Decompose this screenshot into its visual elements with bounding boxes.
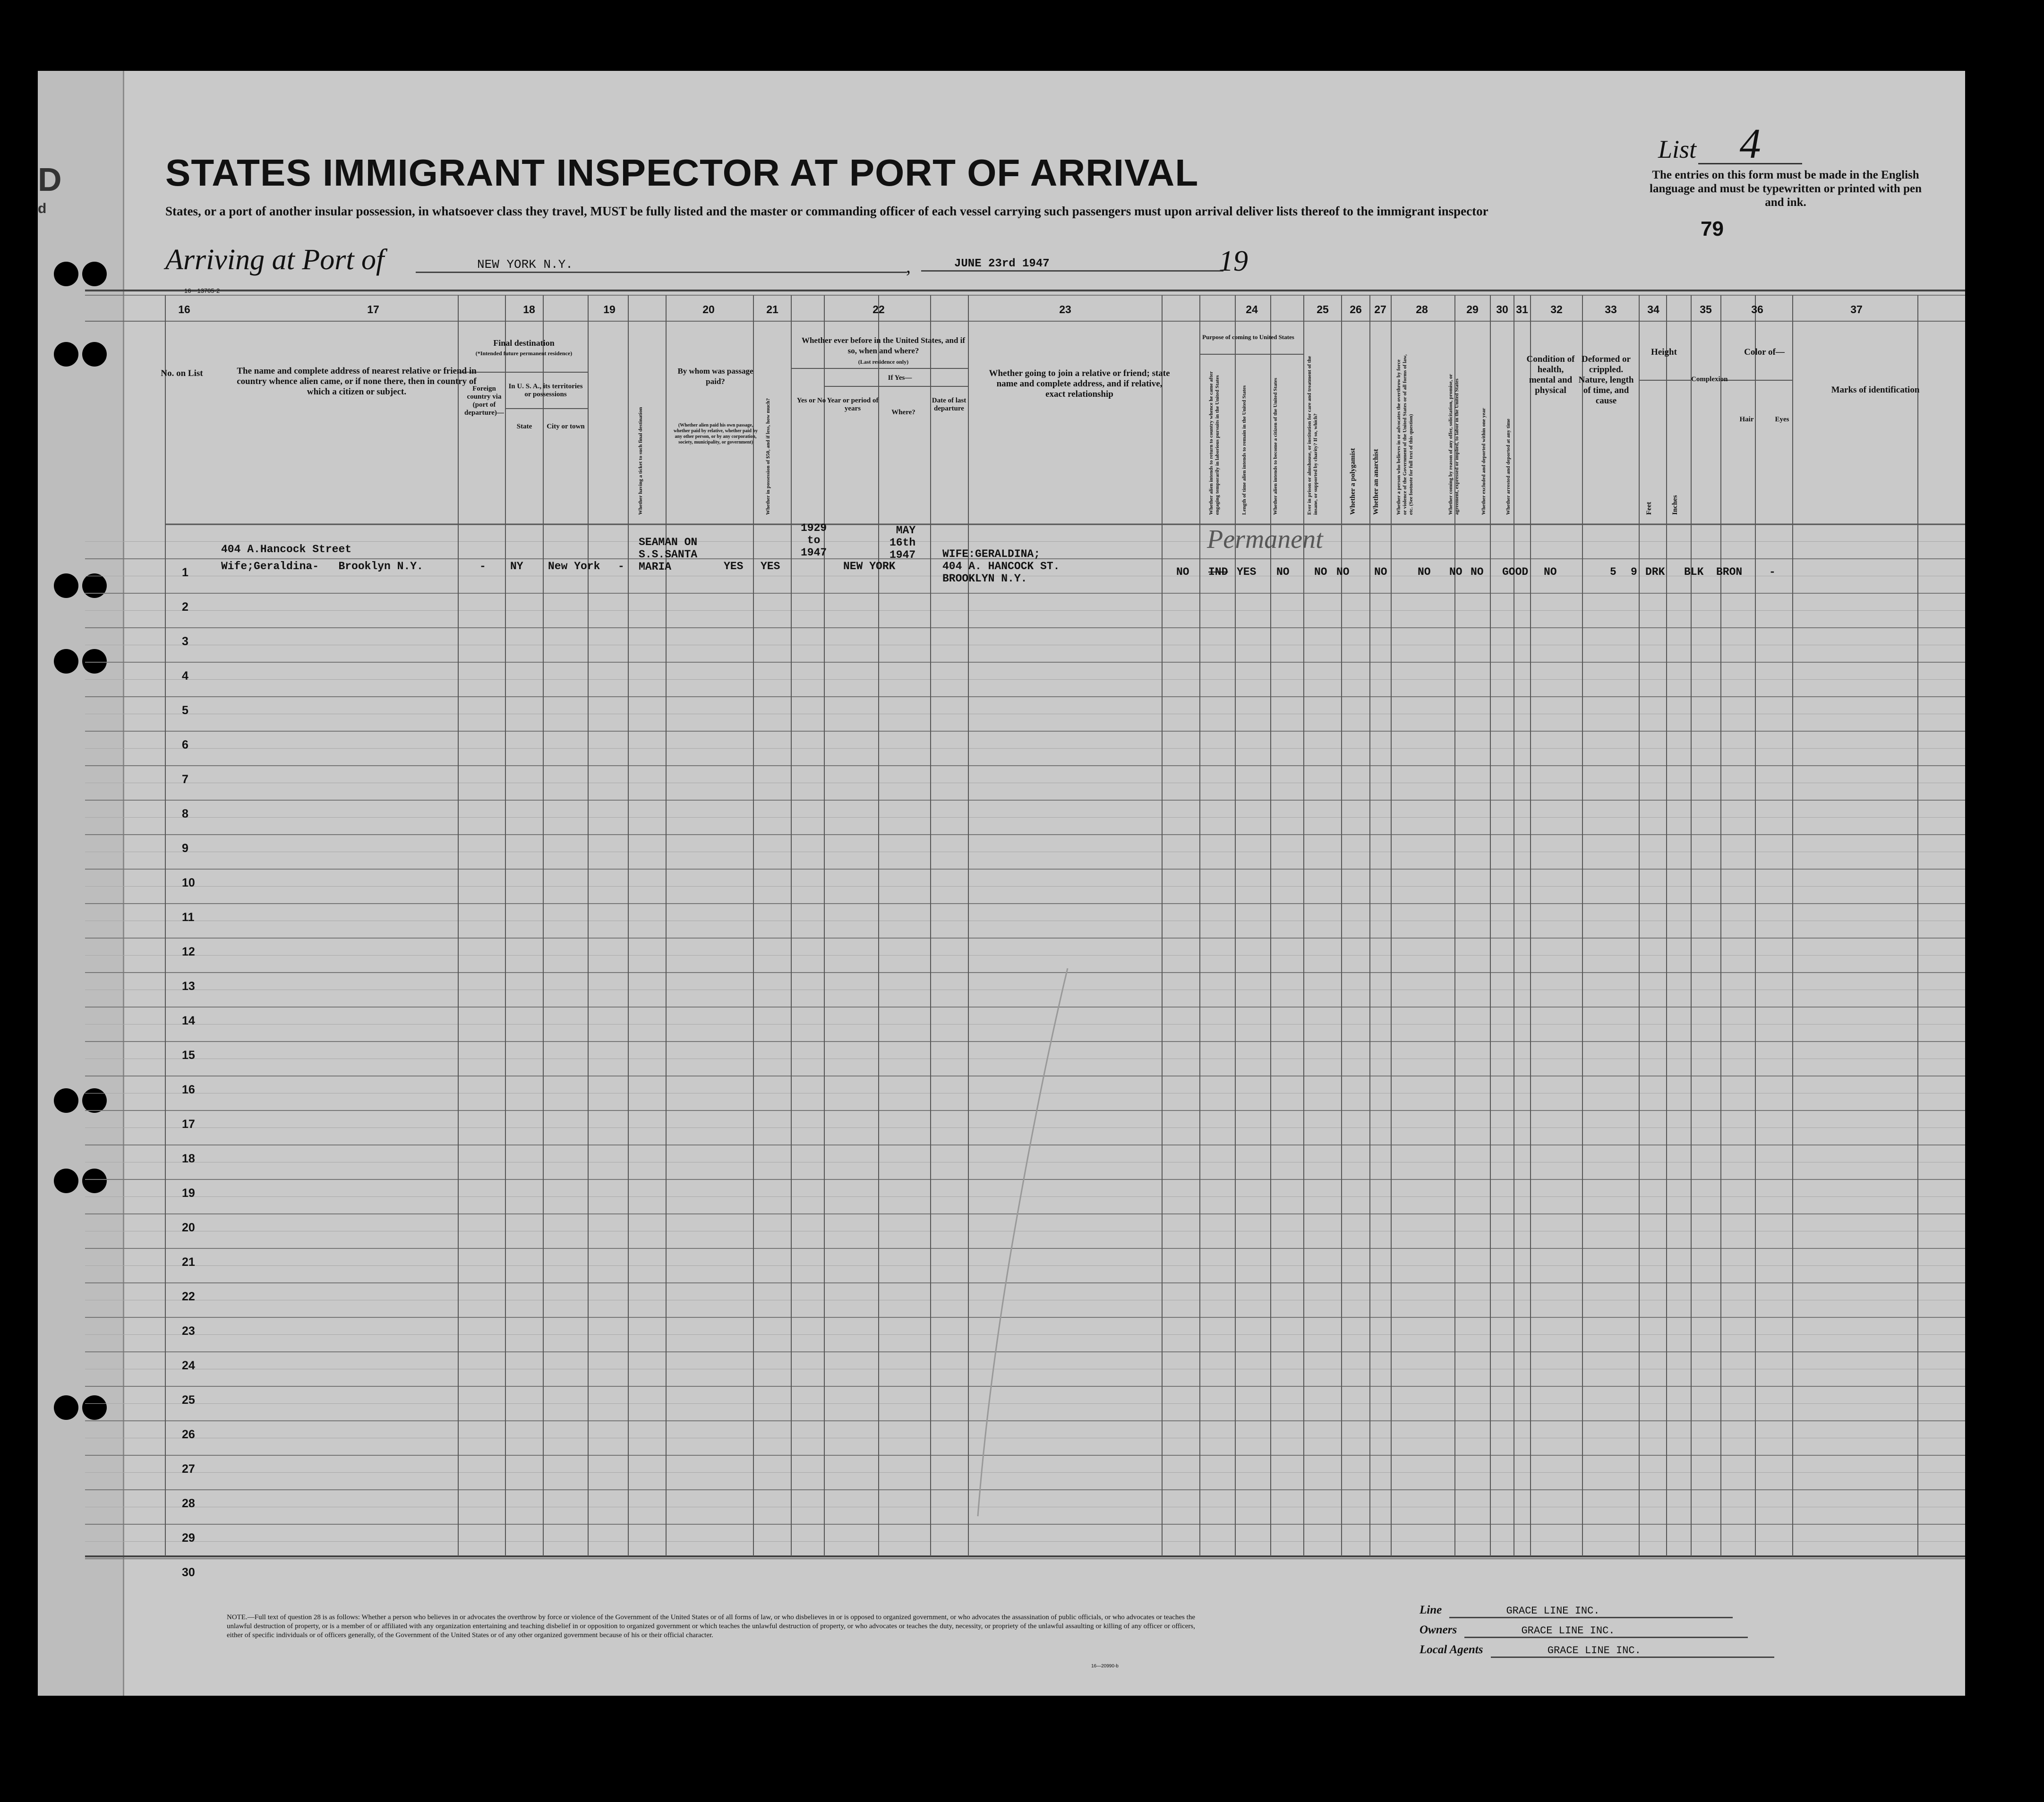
- header-color-of: Color of—: [1744, 347, 1785, 357]
- header-length-of-time: Length of time alien intends to remain in the United States: [1241, 385, 1247, 515]
- marks-value: -: [1769, 566, 1776, 578]
- header-ticket: Whether having a ticket to such final destination: [638, 407, 643, 515]
- edge-letter: D: [38, 161, 62, 198]
- edge-letter: d: [38, 201, 47, 216]
- column-number: 37: [1850, 303, 1863, 316]
- column-number: 31: [1516, 303, 1528, 316]
- punch-hole: [54, 1169, 78, 1193]
- before-us-value: YES: [761, 560, 780, 572]
- column-number: 21: [766, 303, 778, 316]
- header-passage-paid: By whom was passage paid?: [677, 367, 753, 386]
- header-final-destination-note: (*Intended future permanent residence): [475, 350, 573, 357]
- header-health: Condition of health, mental and physical: [1526, 354, 1575, 395]
- punch-hole: [82, 262, 107, 286]
- relative-address: 404 A.Hancock Street: [221, 543, 352, 555]
- header-inches: Inches: [1671, 495, 1679, 515]
- deported-value: NO: [1471, 566, 1484, 578]
- header-become-citizen: Whether alien intends to become a citizen of the United States: [1273, 377, 1278, 515]
- where-value: NEW YORK: [843, 560, 896, 572]
- form-number: 16—13705-2: [184, 287, 220, 294]
- footnote-question-28: NOTE.—Full text of question 28 is as follows: Whether a person who believes in or advocates the overthrow by force or violence of the Government of the United States or of all forms of law, or who disbelieves in or is opposed to organized government, or who advocates the assassination of public officials, or who advocates or teaches the unlawful destruction of property, or is a member of or affiliated with any organization entertaining and teaching disbelief in or opposition to organized government or which teaches the unlawful destruction of property, or who advocates or teaches the duty, necessity, or propriety of the unlawful assaulting or killing of any officer or officers, either of specific individuals or of officers generally, of the Government of the United States or of any other organized government because of his or their official character.: [227, 1614, 1195, 1639]
- column-number: 17: [367, 303, 379, 316]
- binding-holes: [54, 262, 107, 1420]
- header-hair: Hair: [1739, 416, 1754, 423]
- port-value: NEW YORK N.Y.: [416, 257, 907, 273]
- line-field: [1420, 1604, 1733, 1618]
- header-return-intent: Whether alien intends to return to country whence he came after engaging temporarily in laborious pursuits in the United States: [1208, 371, 1220, 515]
- year-prefix: 19: [1219, 245, 1248, 277]
- column-number: 23: [1059, 303, 1071, 316]
- inches-value: 9: [1631, 566, 1637, 578]
- length-of-time-value: IND: [1208, 566, 1228, 578]
- eyes-value: BRON: [1716, 566, 1743, 578]
- header-anarchist: Whether an anarchist: [1372, 449, 1380, 515]
- agents-label: Local Agents: [1420, 1643, 1483, 1656]
- punch-hole: [54, 1088, 78, 1113]
- header-prison: Ever in prison or almshouse, or institution for care and treatment of the insane, or supported by charity? If so, which?: [1307, 356, 1318, 515]
- line-value: GRACE LINE INC.: [1449, 1605, 1733, 1618]
- header-polygamist: Whether a polygamist: [1349, 448, 1357, 515]
- prison-value: NO: [1276, 566, 1290, 578]
- anarchist-value: NO: [1336, 566, 1350, 578]
- header-yes-no: Yes or No: [796, 397, 826, 404]
- punch-hole: [82, 649, 107, 674]
- punch-hole: [82, 1169, 107, 1193]
- ticket-value: -: [618, 560, 624, 572]
- column-number: 36: [1751, 303, 1763, 316]
- line-label: Line: [1420, 1604, 1442, 1616]
- header-last-residence: (Last residence only): [858, 359, 909, 365]
- overthrow-value: NO: [1374, 566, 1387, 578]
- join-relative-value: WIFE:GERALDINA; 404 A. HANCOCK ST. BROOKLYN N.Y.: [942, 548, 1060, 585]
- header-deformed: Deformed or crippled. Nature, length of time, and cause: [1578, 354, 1634, 406]
- column-number: 29: [1466, 303, 1479, 316]
- passage-value: SEAMAN ON S.S.SANTA MARIA: [639, 536, 698, 573]
- footer-code: 16—20990-b: [1091, 1664, 1119, 1669]
- form-instructions: The entries on this form must be made in the English language and must be typewritten or printed with pen and ink.: [1650, 169, 1922, 209]
- owners-field: [1420, 1623, 1748, 1638]
- header-city: City or town: [547, 423, 585, 430]
- header-nearest-relative: The name and complete address of nearest relative or friend in country whence alien came, or if none there, then in country of which a citizen or subject.: [237, 366, 477, 397]
- form-subtitle: States, or a port of another insular possession, in whatsoever class they travel, MUST be fully listed and the master or commanding officer of each vessel carrying such passengers must upon arrival deliver lists thereof to the immigrant inspector: [165, 204, 1488, 218]
- column-number: 34: [1647, 303, 1659, 316]
- excluded-value: NO: [1449, 566, 1462, 578]
- list-label: List: [1658, 135, 1697, 163]
- column-number: 27: [1374, 303, 1386, 316]
- deformed-value: NO: [1544, 566, 1557, 578]
- punch-hole: [54, 262, 78, 286]
- header-passage-note: (Whether alien paid his own passage, whether paid by relative, whether paid by any other person, or by any corporation, society, municipality, or government): [673, 423, 758, 445]
- column-number: 16: [178, 303, 190, 316]
- header-feet: Feet: [1645, 502, 1653, 515]
- column-number: 32: [1550, 303, 1563, 316]
- page-number: 79: [1701, 217, 1724, 240]
- list-number: [1658, 120, 1802, 167]
- arriving-label: Arriving at Port of: [165, 244, 385, 276]
- header-money: Whether in possession of $50, and if less, how much?: [765, 398, 771, 515]
- column-number: 35: [1700, 303, 1712, 316]
- punch-hole: [54, 342, 78, 367]
- header-no-on-list: No. on List: [161, 368, 203, 378]
- punch-hole: [82, 1395, 107, 1420]
- header-final-destination: Final destination: [493, 338, 555, 348]
- header-state: State: [516, 423, 532, 430]
- hair-value: BLK: [1684, 566, 1704, 578]
- years-value: 1929 to 1947: [801, 522, 827, 559]
- header-overthrow: Whether a person who believes in or advocates the overthrow by force or violence of the Government of the United States or of all forms of law, etc. (See footnote for full text of this question): [1396, 354, 1414, 515]
- arrival-date: JUNE 23rd 1947: [921, 257, 1223, 272]
- punch-hole: [82, 573, 107, 598]
- punch-hole: [54, 649, 78, 674]
- destination-state: NY: [510, 560, 523, 572]
- owners-value: GRACE LINE INC.: [1464, 1625, 1748, 1638]
- form-title: STATES IMMIGRANT INSPECTOR AT PORT OF ARRIVAL: [165, 152, 1199, 194]
- header-eyes: Eyes: [1775, 416, 1789, 423]
- paper-crease: [978, 968, 1068, 1516]
- manifest-sheet: D d STATES IMMIGRANT INSPECTOR AT PORT OF ARRIVAL States, or a port of another insular possession, in whatsoever class they travel, MUST be fully listed and the master or commanding officer of each vessel carrying such passengers must upon arrival deliver lists thereof to the immigrant inspector List 4 The entries on this form must be made in the English language and must be typewritten or printed with pen and ink. 79 Arriving at Port of NEW YORK N.Y. , JUNE 23rd 1947 19 16—13705-2 16 17 18 19 20 21 22 23 24 25 26 27 28 29 30 31 32 33 34 35 36 37 No. on List The name and complete address of nearest relative or friend in country whence alien came, or if none there, then in country of which a citizen or subject. Final destination (*Intended future permanent residence) Foreign country via (port of departure)— In U. S. A., its territories or possessions State City or town Whether having a ticket to such final destination By whom was passage paid? (Whether alien paid his own passage, whether paid by relative, whether paid by any other person, or by any corporation, society, municipality, or government) Whether in possession of $50, and if less, how much? Whether ever before in the United States, and if so, when and where? (Last residence only) If Yes— Yes or No Year or period of years Where? Date of last departure Whether going to join a relative or friend; state name and complete address, and if relative, exact relationship Purpose of coming to United States Whether alien intends to return to country whence he came after engaging temporarily in laborious pursuits in the United States Length of time alien intends to remain in the United States Whether alien intends to become a citizen of the United States Ever in prison or almshouse, or institution for care and treatment of the insane, or supported by charity? If so, which? Whether a polygamist Whether an anarchist Whether a person who believes in or advocates the overthrow by force or violence of the Government of the United States or of all forms of law, etc. (See footnote for full text of this question) Whether coming by reason of any offer, solicitation, promise, or agreement, expressed or implied, to labor in the United States Whether excluded and deported within one year Whether arrested and deported at any time Condition of health, mental and physical Deformed or crippled. Nature, length of time, and cause Height Feet Inches Complexion Color of— Hair Eyes Marks of identification 1 2 3 4 5 6 7 8 9 10 11 12 13 14 15 16 17 18 19 20 21 22 23 24 25 26 27 28 29 30 404 A.Hancock Street Wife;Geraldina- Brooklyn N.Y. - NY New York - SEAMAN ON S.S.SANTA MARIA YES YES 1929 to 1947 NEW YORK MAY 16th 1947 WIFE:GERALDINA; 404 A. HANCOCK ST. BROOKLYN N.Y. NO IND Permanent YES NO NO NO NO NO NO NO GOOD NO 5 9 DRK BLK BRON - NOTE.—Full text of question 28 is as follows: Whether a person who believes in or advocates the overthrow by force or violence of the Government of the United States or of all forms of law, or who disbelieves in or is opposed to organized government, or who advocates the assassination of public officials, or who advocates or teaches the unlawful destruction of property, or is a member of or affiliated with any organization entertaining and teaching disbelief in or opposition to organized government or which teaches the unlawful destruction of property, or who advocates or teaches the duty, necessity, or propriety of the unlawful assaulting or killing of any officer or officers, either of specific individuals or of officers generally, of the Government of the United States or of any other organized government because of his or their official character. 16—20990-b Line GRACE LINE INC. Owners GRACE LINE INC. Local Agents GRACE LINE INC.: [38, 71, 1965, 1696]
- list-value: 4: [1698, 125, 1802, 164]
- header-years: Year or period of years: [827, 397, 879, 412]
- column-number: 30: [1496, 303, 1508, 316]
- relative-name: Wife;Geraldina- Brooklyn N.Y.: [221, 560, 423, 572]
- header-in-usa: In U. S. A., its territories or possessions: [508, 383, 583, 398]
- table-grid: [38, 71, 1965, 1696]
- become-citizen-value: YES: [1237, 566, 1257, 578]
- money-value: YES: [724, 560, 744, 572]
- punch-hole: [54, 573, 78, 598]
- header-marks: Marks of identification: [1831, 385, 1920, 395]
- column-number: 18: [523, 303, 535, 316]
- header-foreign-country: Foreign country via (port of departure)—: [464, 385, 504, 417]
- punch-hole: [82, 342, 107, 367]
- column-number: 28: [1416, 303, 1428, 316]
- column-number: 22: [872, 303, 885, 316]
- header-join-relative: Whether going to join a relative or friend; state name and complete address, and if relative, exact relationship: [989, 368, 1170, 399]
- header-purpose: Purpose of coming to United States: [1202, 333, 1294, 341]
- agents-field: [1420, 1643, 1774, 1658]
- return-intent-value: NO: [1176, 566, 1189, 578]
- owners-label: Owners: [1420, 1623, 1457, 1636]
- column-number: 20: [702, 303, 715, 316]
- separator: ,: [906, 256, 911, 277]
- column-number: 19: [603, 303, 616, 316]
- destination-city: New York: [548, 560, 600, 572]
- agents-value: GRACE LINE INC.: [1491, 1645, 1774, 1658]
- header-if-yes: If Yes—: [888, 374, 912, 382]
- health-value: GOOD: [1502, 566, 1529, 578]
- header-labor-offer: Whether coming by reason of any offer, solicitation, promise, or agreement, expressed or implied, to labor in the United States: [1448, 374, 1460, 515]
- header-excluded: Whether excluded and deported within one year: [1481, 408, 1487, 515]
- labor-offer-value: NO: [1418, 566, 1431, 578]
- header-last-departure: Date of last departure: [932, 397, 966, 412]
- polygamist-value: NO: [1314, 566, 1327, 578]
- header-height: Height: [1651, 347, 1677, 357]
- column-number: 33: [1605, 303, 1617, 316]
- header-complexion: Complexion: [1691, 376, 1728, 383]
- column-number: 24: [1246, 303, 1258, 316]
- header-where: Where?: [891, 409, 915, 416]
- feet-value: 5: [1610, 566, 1616, 578]
- foreign-via: -: [479, 560, 486, 572]
- complexion-value: DRK: [1645, 566, 1665, 578]
- header-deported: Whether arrested and deported at any time: [1505, 418, 1511, 515]
- column-number: 26: [1350, 303, 1362, 316]
- column-number: 25: [1317, 303, 1329, 316]
- header-ever-before: Whether ever before in the United States, and if so, when and where?: [801, 336, 966, 355]
- punch-hole: [82, 1088, 107, 1113]
- handwritten-annotation: Permanent: [1207, 525, 1323, 554]
- punch-hole: [54, 1395, 78, 1420]
- last-departure-value: MAY 16th 1947: [889, 524, 916, 561]
